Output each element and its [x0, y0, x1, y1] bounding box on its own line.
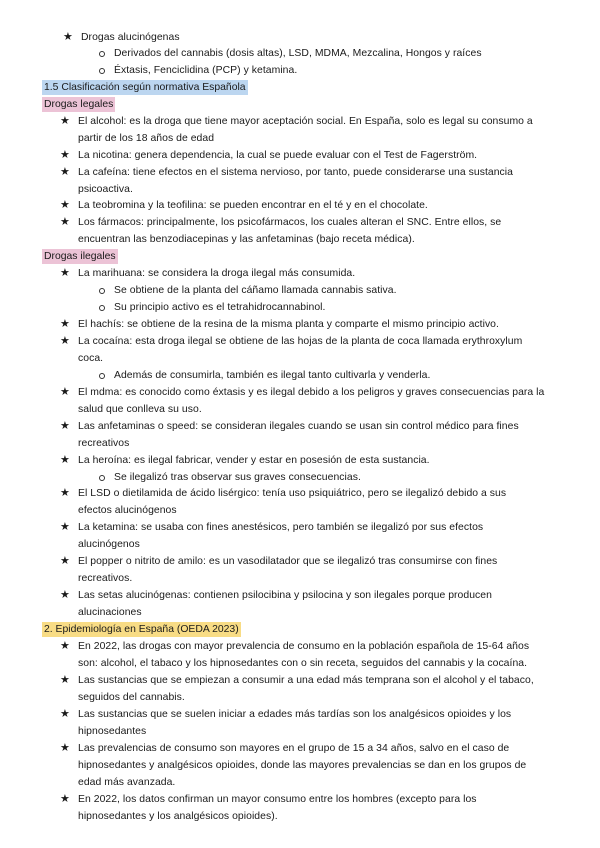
star-icon: ★ — [60, 589, 70, 601]
list-item-text: Su principio activo es el tetrahidrocannabinol. — [114, 302, 326, 313]
section-heading: 1.5 Clasificación según normativa Española — [44, 82, 246, 93]
star-icon: ★ — [60, 708, 70, 720]
star-icon: ★ — [60, 793, 70, 805]
hollow-circle-icon — [99, 305, 105, 311]
list-item-text: Se obtiene de la planta del cáñamo llamada cannabis sativa. — [114, 285, 397, 296]
list-item-text: El alcohol: es la droga que tiene mayor aceptación social. En España, solo es legal su consumo a — [78, 116, 533, 127]
list-item-text: seguidos del cannabis. — [78, 692, 185, 703]
list-item-text: Los fármacos: principalmente, los psicofármacos, los cuales alteran el SNC. Entre ellos, se — [78, 217, 502, 228]
list-item-text: psicoactiva. — [78, 184, 133, 195]
star-icon: ★ — [60, 742, 70, 754]
star-icon: ★ — [60, 318, 70, 330]
list-item-text: coca. — [78, 353, 104, 364]
list-item-text: La cocaína: esta droga ilegal se obtiene de las hojas de la planta de coca llamada erythroxylum — [78, 336, 523, 347]
list-item-text: partir de los 18 años de edad — [78, 133, 215, 144]
list-item-text: La ketamina: se usaba con fines anestésicos, pero también se ilegalizó por sus efectos — [78, 522, 484, 533]
star-icon: ★ — [60, 335, 70, 347]
list-item-text: El popper o nitrito de amilo: es un vasodilatador que se ilegalizó tras consumirse con fines — [78, 556, 498, 567]
list-item-text: son: alcohol, el tabaco y los hipnosedantes con o sin receta, seguidos del cannabis y la cocaína. — [78, 658, 528, 669]
star-icon: ★ — [60, 115, 70, 127]
list-item-text: La heroína: es ilegal fabricar, vender y estar en posesión de esta sustancia. — [78, 455, 430, 466]
section-heading: Drogas ilegales — [44, 251, 116, 262]
star-icon: ★ — [60, 420, 70, 432]
list-item-text: efectos alucinógenos — [78, 505, 177, 516]
hollow-circle-icon — [99, 68, 105, 74]
star-icon: ★ — [63, 31, 73, 43]
list-item-text: El mdma: es conocido como éxtasis y es ilegal debido a los peligros y graves consecuencias para la — [78, 387, 545, 398]
list-item-text: Drogas alucinógenas — [81, 32, 180, 43]
list-item-text: recreativos — [78, 438, 130, 449]
list-item-text: Las prevalencias de consumo son mayores en el grupo de 15 a 34 años, salvo en el caso de — [78, 743, 510, 754]
list-item-text: edad más avanzada. — [78, 777, 176, 788]
star-icon: ★ — [60, 199, 70, 211]
list-item-text: La marihuana: se considera la droga ilegal más consumida. — [78, 268, 356, 279]
list-item-text: Además de consumirla, también es ilegal tanto cultivarla y venderla. — [114, 370, 431, 381]
list-item-text: En 2022, los datos confirman un mayor consumo entre los hombres (excepto para los — [78, 794, 477, 805]
star-icon: ★ — [60, 149, 70, 161]
list-item-text: Se ilegalizó tras observar sus graves consecuencias. — [114, 472, 361, 483]
list-item-text: alucinógenos — [78, 539, 140, 550]
star-icon: ★ — [60, 640, 70, 652]
list-item-text: La nicotina: genera dependencia, la cual se puede evaluar con el Test de Fagerström. — [78, 150, 478, 161]
hollow-circle-icon — [99, 51, 105, 57]
list-item-text: En 2022, las drogas con mayor prevalencia de consumo en la población española de 15-64 años — [78, 641, 530, 652]
section-heading: 2. Epidemiología en España (OEDA 2023) — [44, 624, 239, 635]
star-icon: ★ — [60, 674, 70, 686]
list-item-text: Derivados del cannabis (dosis altas), LSD, MDMA, Mezcalina, Hongos y raíces — [114, 48, 482, 59]
star-icon: ★ — [60, 555, 70, 567]
list-item-text: alucinaciones — [78, 607, 142, 618]
star-icon: ★ — [60, 454, 70, 466]
star-icon: ★ — [60, 521, 70, 533]
star-icon: ★ — [60, 166, 70, 178]
star-icon: ★ — [60, 487, 70, 499]
list-item-text: El LSD o dietilamida de ácido lisérgico: tenía uso psiquiátrico, pero se ilegalizó debido a sus — [78, 488, 507, 499]
hollow-circle-icon — [99, 373, 105, 379]
list-item-text: Las sustancias que se suelen iniciar a edades más tardías son los analgésicos opioides y los — [78, 709, 512, 720]
hollow-circle-icon — [99, 288, 105, 294]
list-item-text: salud que conlleva su uso. — [78, 404, 202, 415]
list-item-text: recreativos. — [78, 573, 133, 584]
star-icon: ★ — [60, 386, 70, 398]
section-heading: Drogas legales — [44, 99, 114, 110]
list-item-text: Las setas alucinógenas: contienen psilocibina y psilocina y son ilegales porque producen — [78, 590, 492, 601]
list-item-text: El hachís: se obtiene de la resina de la misma planta y comparte el mismo principio activo. — [78, 319, 499, 330]
star-icon: ★ — [60, 267, 70, 279]
list-item-text: encuentran las benzodiacepinas y las anfetaminas (bajo receta médica). — [78, 234, 415, 245]
list-item-text: hipnosedantes — [78, 726, 147, 737]
list-item-text: Éxtasis, Fenciclidina (PCP) y ketamina. — [114, 65, 298, 76]
star-icon: ★ — [60, 216, 70, 228]
list-item-text: La teobromina y la teofilina: se pueden encontrar en el té y en el chocolate. — [78, 200, 428, 211]
list-item-text: hipnosedantes y analgésicos opioides, donde las mayores prevalencias se dan en los grupos de — [78, 760, 527, 771]
list-item-text: Las anfetaminas o speed: se consideran ilegales cuando se usan sin control médico para fines — [78, 421, 519, 432]
list-item-text: Las sustancias que se empiezan a consumir a una edad más temprana son el alcohol y el tabaco, — [78, 675, 534, 686]
list-item-text: La cafeína: tiene efectos en el sistema nervioso, por tanto, puede considerarse una sustancia — [78, 167, 513, 178]
list-item-text: hipnosedantes y los analgésicos opioides). — [78, 811, 278, 822]
hollow-circle-icon — [99, 475, 105, 481]
